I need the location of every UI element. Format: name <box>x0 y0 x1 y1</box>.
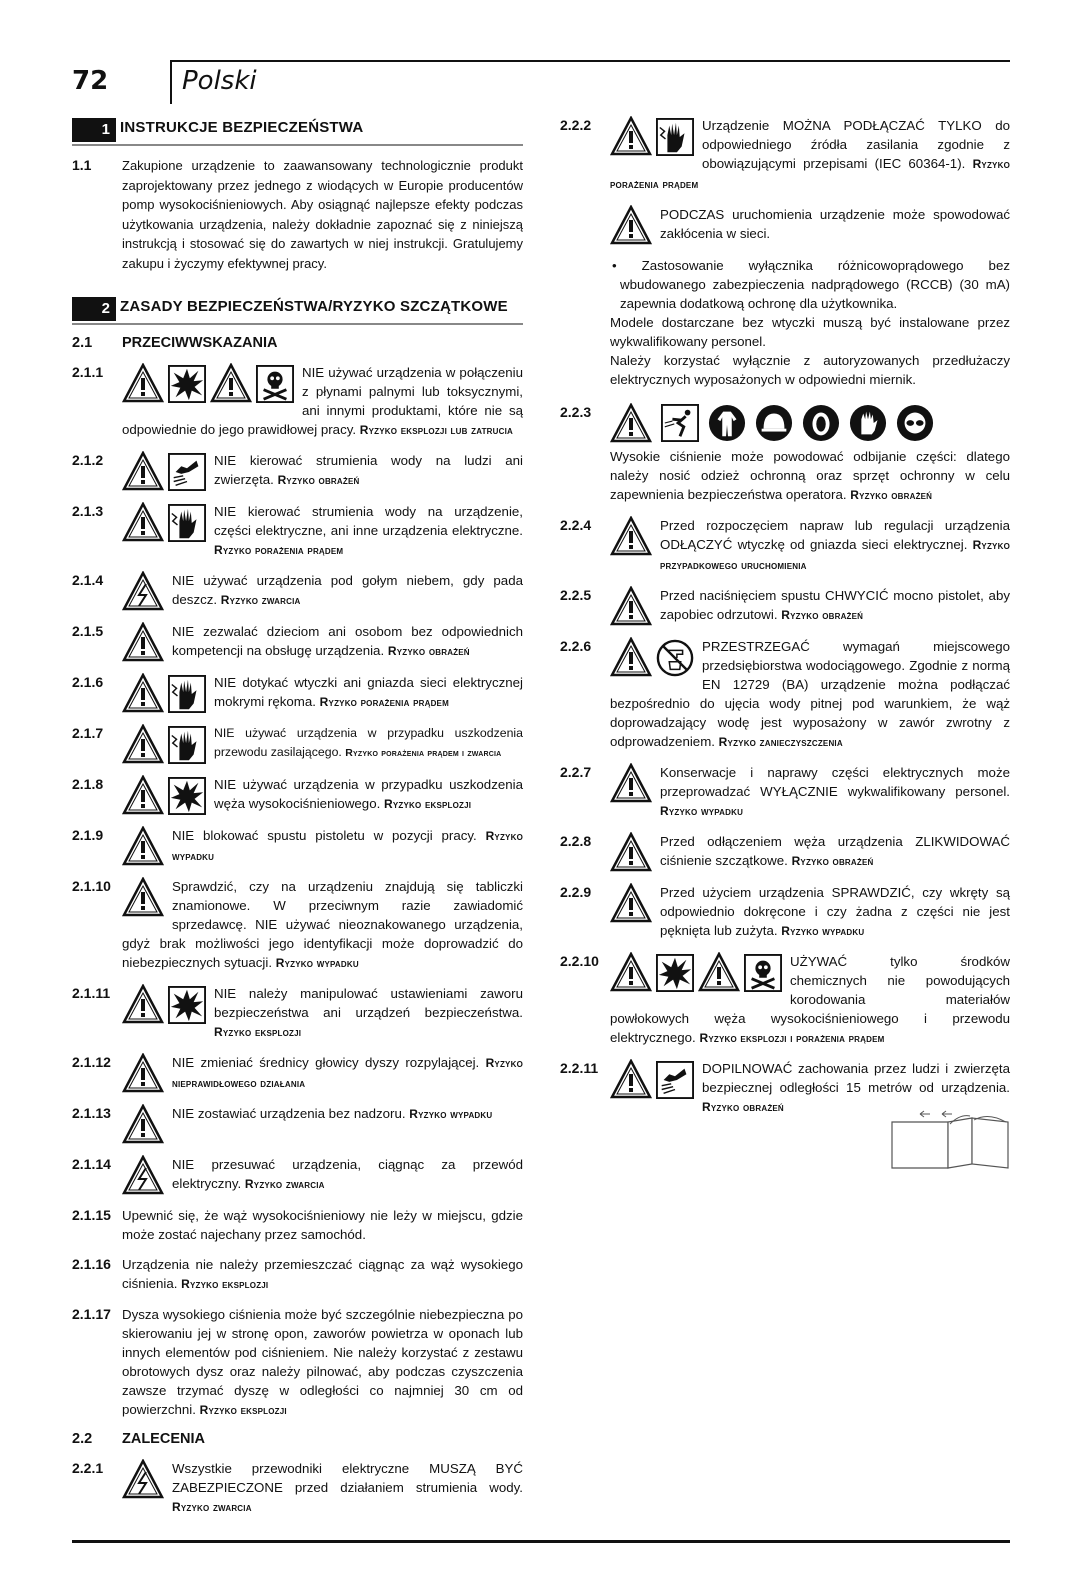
explosion-icon <box>168 777 206 815</box>
item-2-2-5: 2.2.5 Przed naciśnięciem spustu CHWYCIĆ mocno pistolet, aby zapobiec odrzutowi. Ryzyko obrażeń <box>560 586 1010 626</box>
page-number: 72 <box>72 66 109 96</box>
warning-triangle-icon <box>122 451 164 491</box>
warning-triangle-icon <box>122 724 164 764</box>
item-2-1-1: 2.1.1 NIE używać urządzenia w połączeniu z płynami palnymi lub toksycznymi, ani innymi produktami, które nie są odpowiednie do jego prawidłowej pracy. Ryzyko eksplozji lub zatrucia <box>72 364 523 437</box>
warning-triangle-icon <box>122 673 164 713</box>
item-2-2-8: 2.2.8 Przed odłączeniem węża urządzenia ZLIKWIDOWAĆ ciśnienie szczątkowe. Ryzyko obrażeń <box>560 832 1010 872</box>
item-2-1-5: 2.1.5 NIE zezwalać dzieciom ani osobom bez odpowiednich kompetencji na obsługę urządzenia. Ryzyko obrażeń <box>72 622 523 662</box>
item-2-1-15: 2.1.15 Upewnić się, że wąż wysokociśnieniowy nie leży w miejscu, gdzie może zostać najechany przez samochód. <box>72 1207 523 1242</box>
warning-triangle-icon <box>610 516 652 556</box>
item-2-2-2-details: • Zastosowanie wyłącznika różnicowoprądowego bez wbudowanego zabezpieczenia nadprądowego (RCCB) (30 mA) zapewnia dodatkową ochronę dla użytkownika. Modele dostarczane bez wtyczki muszą być instalowane przez wykwalifikowany personel. Należy korzystać wyłącznie z autoryzowanych przedłużaczy elektrycznych wyposażonych w odpowiedni miernik. <box>610 258 1010 387</box>
water-jet-person-icon <box>656 1061 694 1099</box>
item-2-1-9: 2.1.9 NIE blokować spustu pistoletu w pozycji pracy. Ryzyko wypadku <box>72 826 523 866</box>
warning-triangle-icon <box>122 622 164 662</box>
item-2-2-2-note: PODCZAS uruchomienia urządzenie może spowodować zakłócenia w sieci. <box>560 205 1010 245</box>
warning-triangle-icon <box>122 984 164 1024</box>
item-2-2-3: 2.2.3 Wysokie ciśnienie może powodować odbijanie części: dlatego należy nosić odzież ochronną oraz sprzęt ochronny w celu zapewnienia bezpieczeństwa operatora. Ryzyko obrażeń <box>560 404 1010 502</box>
warning-triangle-icon <box>122 363 164 403</box>
warning-triangle-icon <box>610 116 652 156</box>
item-2-1-16: 2.1.16 Urządzenia nie należy przemieszczać ciągnąc za wąż wysokiego ciśnienia. Ryzyko eksplozji <box>72 1256 523 1291</box>
warning-triangle-icon <box>610 205 652 245</box>
item-2-1-11: 2.1.11 NIE należy manipulować ustawieniami zaworu bezpieczeństwa ani urządzeń bezpieczeństwa. Ryzyko eksplozji <box>72 985 523 1039</box>
warning-triangle-icon <box>610 832 652 872</box>
item-2-1-7: 2.1.7 NIE używać urządzenia w przypadku uszkodzenia przewodu zasilającego. Ryzyko porażenia prądem i zwarcia <box>72 724 523 764</box>
item-2-1-12: 2.1.12 NIE zmieniać średnicy głowicy dyszy rozpylającej. Ryzyko nieprawidłowego działania <box>72 1053 523 1093</box>
warning-triangle-icon <box>610 637 652 677</box>
subsection-2-1: 2.1 PRZECIWWSKAZANIA <box>72 335 278 351</box>
header-rule <box>170 60 1010 62</box>
warning-triangle-icon <box>122 877 164 917</box>
electric-hand-icon <box>168 726 206 764</box>
section-2-header <box>72 295 523 325</box>
toxic-skull-icon <box>744 954 782 992</box>
protective-clothing-icon <box>708 404 746 442</box>
goggles-icon <box>896 404 934 442</box>
helmet-icon <box>755 404 793 442</box>
section-1-header <box>72 116 523 146</box>
item-2-2-9: 2.2.9 Przed użyciem urządzenia SPRAWDZIĆ, czy wkręty są odpowiednio dokręcone i czy żadna z części nie jest pęknięta lub zużyta. Ryzyko wypadku <box>560 884 1010 938</box>
header-divider <box>170 60 172 104</box>
lightning-triangle-icon <box>122 571 164 611</box>
warning-triangle-icon <box>122 1053 164 1093</box>
gloves-icon <box>849 404 887 442</box>
item-2-1-3: 2.1.3 NIE kierować strumienia wody na urządzenie, części elektryczne, ani inne urządzenia elektryczne. Ryzyko porażenia prądem <box>72 503 523 557</box>
item-2-1-10: 2.1.10 Sprawdzić, czy na urządzeniu znajdują się tabliczki znamionowe. W przeciwnym razie zawiadomić sprzedawcę. NIE używać nieoznakowanego urządzenia, gdyż brak możliwości jego identyfikacji może doprowadzić do niebezpiecznych sytuacji. Ryzyko wypadku <box>72 878 523 970</box>
right-column <box>560 116 1010 1128</box>
item-2-1-17: 2.1.17 Dysza wysokiego ciśnienia może być szczególnie niebezpieczna po skierowaniu jej w stronę opon, zaworów powietrza w oponach lub innych elementów pod ciśnieniem. Nie należy korzystać z zestawu obrotowych dysz oraz należy pilnować, aby podczas czyszczenia zawsze trzymać dyszę w odległości co najmniej 30 cm od powierzchni. Ryzyko eksplozji <box>72 1306 523 1417</box>
item-1-1: 1.1 Zakupione urządzenie to zaawansowany technologicznie produkt zaprojektowany przez jednego z wiodących w Europie producentów pomp wysokociśnieniowych. Aby osiągnąć najlepsze efekty podczas użytkowania urządzenia, należy dokładnie zapoznać się z niniejszą instrukcją i stosować się do zawartych w niej instrukcji. Gratulujemy zakupu i życzymy efektywnej pracy. <box>72 157 523 271</box>
item-2-2-6: 2.2.6 PRZESTRZEGAĆ wymagań miejscowego przedsiębiorstwa wodociągowego. Zgodnie z normą EN 12729 (BA) urządzenie można podłączać bezpośrednio do ujęcia wody pitnej pod warunkiem, że wąż doprowadzający wodę jest wyposażony w zawór zwrotny z odprowadzeniem. Ryzyko zanieczyszczenia <box>560 638 1010 749</box>
section-title: INSTRUKCJE BEZPIECZEŃSTWA <box>120 119 364 136</box>
electric-hand-icon <box>656 118 694 156</box>
warning-triangle-icon <box>122 502 164 542</box>
footer-rule <box>72 1540 1010 1543</box>
open-book-icon <box>890 1108 1010 1172</box>
warning-triangle-icon <box>610 952 652 992</box>
warning-triangle-icon <box>122 775 164 815</box>
water-jet-person-icon <box>168 453 206 491</box>
item-2-2-4: 2.2.4 Przed rozpoczęciem napraw lub regulacji urządzenia ODŁĄCZYĆ wtyczkę od gniazda sieci elektrycznej. Ryzyko przypadkowego uruchomienia <box>560 517 1010 572</box>
section-number: 2 <box>72 297 116 321</box>
lightning-triangle-icon <box>122 1155 164 1195</box>
left-column <box>72 116 523 1528</box>
warning-triangle-icon <box>698 952 740 992</box>
item-2-1-4: 2.1.4 NIE używać urządzenia pod gołym niebem, gdy pada deszcz. Ryzyko zwarcia <box>72 571 523 611</box>
subsection-2-2: 2.2 ZALECENIA <box>72 1431 205 1447</box>
item-2-1-2: 2.1.2 NIE kierować strumienia wody na ludzi ani zwierzęta. Ryzyko obrażeń <box>72 451 523 491</box>
warning-triangle-icon <box>610 403 652 443</box>
warning-triangle-icon <box>610 763 652 803</box>
explosion-icon <box>168 365 206 403</box>
item-2-1-14: 2.1.14 NIE przesuwać urządzenia, ciągnąc za przewód elektryczny. Ryzyko zwarcia <box>72 1155 523 1195</box>
item-2-2-11: 2.2.11 DOPILNOWAĆ zachowania przez ludzi i zwierzęta bezpiecznej odległości 15 metrów od urządzenia. Ryzyko obrażeń <box>560 1060 1010 1114</box>
item-2-2-10: 2.2.10 UŻYWAĆ tylko środków chemicznych nie powodujących korodowania materiałów powłokowych węża wysokociśnieniowego i przewodu elektrycznego. Ryzyko eksplozji i porażenia prądem <box>560 953 1010 1045</box>
no-drinking-water-icon <box>656 639 694 677</box>
warning-triangle-icon <box>122 826 164 866</box>
explosion-icon <box>168 986 206 1024</box>
warning-triangle-icon <box>610 1059 652 1099</box>
section-title: ZASADY BEZPIECZEŃSTWA/RYZYKO SZCZĄTKOWE <box>120 298 508 315</box>
toxic-skull-icon <box>256 365 294 403</box>
electric-hand-icon <box>168 675 206 713</box>
page-header <box>72 60 1010 104</box>
ear-protection-icon <box>802 404 840 442</box>
item-2-1-13: 2.1.13 NIE zostawiać urządzenia bez nadzoru. Ryzyko wypadku <box>72 1104 523 1144</box>
warning-triangle-icon <box>122 1104 164 1144</box>
language-title: Polski <box>182 66 257 96</box>
water-jet-person-icon <box>661 404 699 442</box>
lightning-triangle-icon <box>122 1459 164 1499</box>
item-2-2-1: 2.2.1 Wszystkie przewodniki elektryczne MUSZĄ BYĆ ZABEZPIECZONE przed działaniem strumienia wody. Ryzyko zwarcia <box>72 1460 523 1514</box>
warning-triangle-icon <box>610 883 652 923</box>
section-number: 1 <box>72 118 116 142</box>
item-2-1-8: 2.1.8 NIE używać urządzenia w przypadku uszkodzenia węża wysokociśnieniowego. Ryzyko eksplozji <box>72 775 523 815</box>
warning-triangle-icon <box>610 586 652 626</box>
explosion-icon <box>656 954 694 992</box>
item-2-2-2: 2.2.2 Urządzenie MOŻNA PODŁĄCZAĆ TYLKO do odpowiedniego źródła zasilania zgodnie z obowiązującymi przepisami (IEC 60364-1). Ryzyko porażenia prądem <box>560 117 1010 191</box>
warning-triangle-icon <box>210 363 252 403</box>
item-2-2-7: 2.2.7 Konserwacje i naprawy części elektrycznych może przeprowadzać WYŁĄCZNIE wykwalifikowany personel. Ryzyko wypadku <box>560 764 1010 818</box>
electric-hand-icon <box>168 504 206 542</box>
item-2-1-6: 2.1.6 NIE dotykać wtyczki ani gniazda sieci elektrycznej mokrymi rękoma. Ryzyko porażenia prądem <box>72 673 523 713</box>
